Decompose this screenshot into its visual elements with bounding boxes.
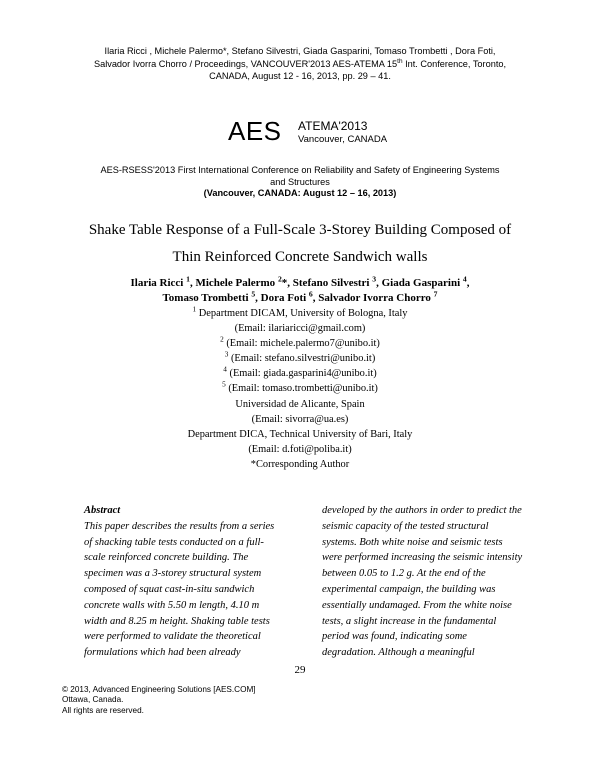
abstract-line: seismic capacity of the tested structural — [322, 520, 489, 532]
affiliation-marker: 5 — [222, 381, 226, 389]
citation-line-2-text: Salvador Ivorra Chorro / Proceedings, VANCOUVER'2013 AES-ATEMA 15 — [93, 58, 398, 69]
affiliation-marker: 4 — [223, 365, 227, 374]
footer-line-3: All rights are reserved. — [62, 705, 144, 715]
affiliation-text: (Email: michele.palermo7@unibo.it) — [223, 338, 380, 350]
affiliation-text: (Email: d.foti@poliba.it) — [248, 443, 352, 455]
affiliation-line — [150, 457, 450, 472]
author-affiliation-marker: 2 — [277, 274, 282, 284]
affiliation-line — [150, 336, 450, 351]
conference-dates: (Vancouver, CANADA: August 12 – 16, 2013) — [203, 188, 397, 198]
abstract-right-column — [322, 503, 527, 661]
citation-line-2-tail: Int. Conference, Toronto, — [402, 58, 507, 69]
conference-line-1: AES-RSESS'2013 First International Conference on Reliability and Safety of Engineering Systems — [100, 165, 500, 175]
affiliation-text: Universidad de Alicante, Spain — [235, 398, 365, 410]
logo-atema-text: ATEMA'2013 — [298, 119, 368, 133]
affiliation-line — [150, 351, 450, 366]
abstract-line: composed of squat cast-in-situ sandwich — [84, 583, 255, 595]
affiliation-line — [150, 412, 450, 427]
affiliation-line — [150, 397, 450, 412]
affiliation-line — [150, 427, 450, 442]
author-separator: , — [312, 292, 319, 304]
author-name: Salvador Ivorra Chorro — [318, 292, 434, 304]
footer-line-1: © 2013, Advanced Engineering Solutions [AES.COM] — [62, 685, 256, 694]
citation-line-3: CANADA, August 12 - 16, 2013, pp. 29 – 41. — [209, 71, 391, 81]
affiliation-marker: 2 — [220, 335, 224, 344]
citation-line-1: Ilaria Ricci , Michele Palermo*, Stefano Silvestri, Giada Gasparini, Tomaso Trombetti , Dora Foti, — [104, 46, 496, 56]
author-affiliation-marker: 1 — [186, 274, 190, 284]
abstract-right-text — [322, 503, 527, 661]
abstract-line: were performed increasing the seismic intensity — [322, 552, 523, 564]
affiliation-marker: 1 — [192, 305, 197, 314]
author-affiliation-marker: 4 — [462, 274, 467, 284]
conference-line-2: and Structures — [270, 176, 330, 187]
page-number: 29 — [294, 664, 306, 676]
copyright-footer — [62, 685, 362, 716]
abstract-line: scale reinforced concrete building. The — [84, 552, 249, 564]
abstract-line: This paper describes the results from a series — [84, 520, 275, 532]
abstract-left-column — [84, 503, 295, 661]
abstract-line: degradation. Although a meaningful — [322, 647, 475, 659]
abstract-line: developed by the authors in order to predict the — [322, 505, 522, 516]
logo-aes-text: AES — [228, 116, 282, 146]
affiliation-text: (Email: tomaso.trombetti@unibo.it) — [225, 383, 378, 395]
citation-header — [60, 45, 540, 83]
author-separator: , — [466, 277, 470, 289]
aes-logo — [228, 116, 428, 162]
affiliation-text: *Corresponding Author — [250, 458, 350, 470]
title-line-2: Thin Reinforced Concrete Sandwich walls — [172, 249, 428, 265]
affiliation-text: (Email: stefano.silvestri@unibo.it) — [228, 353, 376, 365]
affiliation-text: (Email: ilariaricci@gmail.com) — [234, 323, 366, 335]
author-separator: *, — [281, 277, 293, 289]
author-name: Michele Palermo — [195, 277, 278, 289]
paper-title — [80, 217, 520, 271]
author-separator: , — [376, 277, 382, 289]
affiliation-marker: 3 — [224, 350, 229, 359]
author-name: Ilaria Ricci — [130, 277, 187, 289]
abstract-line: were performed to validate the theoretical — [84, 631, 261, 643]
affiliation-line — [150, 366, 450, 381]
abstract-line: period was found, indicating some — [322, 631, 467, 643]
logo-city-text: Vancouver, CANADA — [298, 134, 388, 145]
author-affiliation-marker: 7 — [433, 289, 438, 299]
abstract-line: systems. Both white noise and seismic tests — [322, 536, 503, 548]
author-separator: , — [255, 292, 261, 304]
author-name: Giada Gasparini — [381, 277, 463, 289]
author-affiliation-marker: 6 — [308, 289, 313, 299]
abstract-line: of shacking table tests conducted on a full- — [84, 536, 264, 548]
author-name: Tomaso Trombetti — [162, 292, 252, 304]
abstract-heading: Abstract — [84, 505, 121, 516]
abstract-line: width and 8.25 m height. Shaking table tests — [84, 615, 270, 627]
abstract-line: concrete walls with 5.50 m length, 4.10 m — [84, 599, 260, 611]
title-line-1: Shake Table Response of a Full-Scale 3-Storey Building Composed of — [88, 222, 512, 238]
abstract-line: formulations which had been already — [84, 647, 241, 659]
conference-info — [80, 165, 520, 200]
abstract-left-text — [84, 519, 295, 661]
citation-line-2 — [60, 58, 540, 71]
author-affiliation-marker: 3 — [372, 274, 377, 284]
affiliation-text: (Email: giada.gasparini4@unibo.it) — [226, 368, 377, 380]
affiliation-list — [150, 306, 450, 472]
author-list — [92, 276, 508, 306]
author-name: Dora Foti — [260, 292, 309, 304]
abstract-line: tests, a slight increase in the fundamental — [322, 615, 497, 627]
affiliation-line — [150, 321, 450, 336]
author-name: Stefano Silvestri — [292, 277, 373, 289]
affiliation-text: Department DICAM, University of Bologna, Italy — [196, 308, 408, 319]
citation-superscript: th — [397, 57, 403, 65]
author-separator: , — [189, 277, 196, 289]
affiliation-text: Department DICA, Technical University of Bari, Italy — [187, 428, 413, 440]
footer-line-2: Ottawa, Canada. — [62, 695, 124, 705]
affiliation-line — [150, 381, 450, 396]
abstract-line: specimen was a 3-storey structural system — [84, 568, 262, 580]
affiliation-text: (Email: sivorra@ua.es) — [251, 413, 349, 425]
abstract-line: between 0.05 to 1.2 g. At the end of the — [322, 568, 486, 580]
affiliation-line — [150, 306, 450, 321]
abstract-line: experimental campaign, the building was — [322, 583, 496, 595]
affiliation-line — [150, 442, 450, 457]
author-affiliation-marker: 5 — [251, 289, 256, 299]
abstract-line: essentially undamaged. From the white noise — [322, 599, 512, 611]
